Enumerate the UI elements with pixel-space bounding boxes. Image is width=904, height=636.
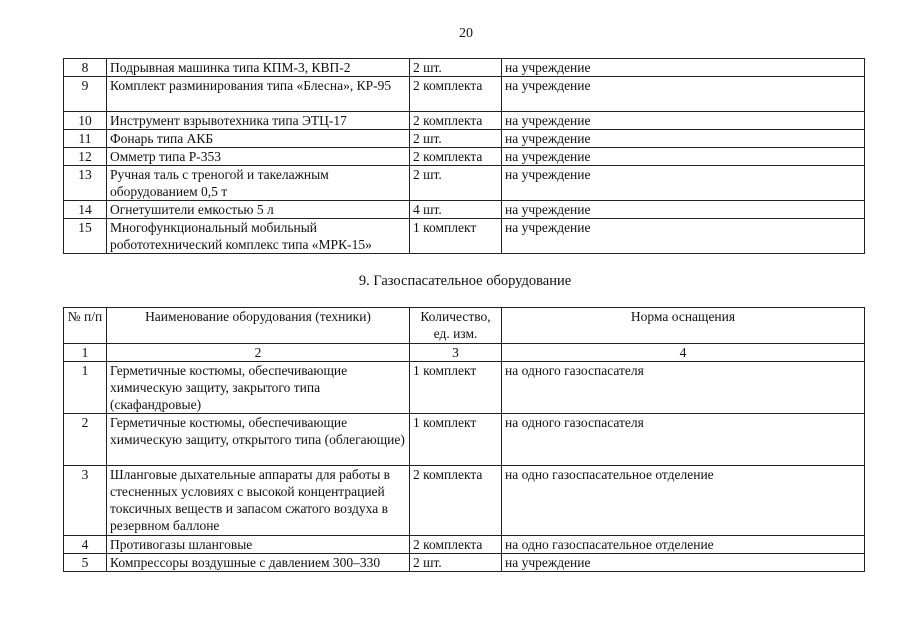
norm: на учреждение [502,112,865,130]
row-number: 1 [64,362,107,414]
quantity: 1 комплект [410,414,502,466]
table-row [64,414,865,466]
norm: на учреждение [502,554,865,572]
table-row [64,77,865,112]
equipment-name: Герметичные костюмы, обеспечивающие химическую защиту, закрытого типа (скафандровые) [107,362,410,414]
quantity: 2 комплекта [410,536,502,554]
equipment-name: Многофункциональный мобильный робототехнический комплекс типа «МРК-15» [107,219,410,254]
header-row [64,308,865,344]
row-number: 10 [64,112,107,130]
table-row [64,362,865,414]
row-number: 8 [64,59,107,77]
header-name: Наименование оборудования (техники) [107,308,410,344]
column-index: 4 [502,344,865,362]
norm: на одно газоспасательное отделение [502,466,865,536]
norm: на одного газоспасателя [502,362,865,414]
row-number: 12 [64,148,107,166]
column-index-row [64,344,865,362]
table-row [64,554,865,572]
equipment-name: Инструмент взрывотехника типа ЭТЦ-17 [107,112,410,130]
norm: на учреждение [502,201,865,219]
quantity: 2 шт. [410,59,502,77]
table-row [64,59,865,77]
quantity: 2 шт. [410,554,502,572]
norm: на одного газоспасателя [502,414,865,466]
equipment-name: Противогазы шланговые [107,536,410,554]
equipment-name: Комплект разминирования типа «Блесна», КР-95 [107,77,410,112]
page-number: 20 [459,26,473,41]
norm: на учреждение [502,166,865,201]
quantity: 2 шт. [410,166,502,201]
table-row [64,219,865,254]
table-row [64,148,865,166]
table-row [64,112,865,130]
header-norm: Норма оснащения [502,308,865,344]
norm: на учреждение [502,59,865,77]
row-number: 14 [64,201,107,219]
equipment-table-continued [63,58,865,254]
row-number: 15 [64,219,107,254]
quantity: 2 комплекта [410,77,502,112]
table-row [64,466,865,536]
equipment-name: Ручная таль с треногой и такелажным оборудованием 0,5 т [107,166,410,201]
column-index: 2 [107,344,410,362]
quantity: 2 комплекта [410,112,502,130]
gas-rescue-equipment-table [63,307,865,572]
norm: на учреждение [502,219,865,254]
row-number: 11 [64,130,107,148]
equipment-name: Омметр типа Р-353 [107,148,410,166]
table-row [64,166,865,201]
norm: на учреждение [502,130,865,148]
equipment-name: Шланговые дыхательные аппараты для работы в стесненных условиях с высокой концентрацией токсичных веществ и запасом сжатого воздуха в резервном баллоне [107,466,410,536]
norm: на учреждение [502,77,865,112]
header-quantity: Количество, ед. изм. [410,308,502,344]
table-row [64,130,865,148]
row-number: 13 [64,166,107,201]
equipment-name: Огнетушители емкостью 5 л [107,201,410,219]
table-row [64,201,865,219]
row-number: 2 [64,414,107,466]
row-number: 5 [64,554,107,572]
column-index: 3 [410,344,502,362]
section-title: 9. Газоспасательное оборудование [358,273,572,289]
quantity: 2 комплекта [410,148,502,166]
equipment-name: Компрессоры воздушные с давлением 300–330 [107,554,410,572]
equipment-name: Герметичные костюмы, обеспечивающие химическую защиту, открытого типа (облегающие) [107,414,410,466]
quantity: 1 комплект [410,219,502,254]
table-row [64,536,865,554]
header-number: № п/п [64,308,107,344]
norm: на учреждение [502,148,865,166]
norm: на одно газоспасательное отделение [502,536,865,554]
equipment-name: Подрывная машинка типа КПМ-3, КВП-2 [107,59,410,77]
equipment-name: Фонарь типа АКБ [107,130,410,148]
row-number: 4 [64,536,107,554]
row-number: 9 [64,77,107,112]
row-number: 3 [64,466,107,536]
quantity: 2 комплекта [410,466,502,536]
quantity: 4 шт. [410,201,502,219]
quantity: 1 комплект [410,362,502,414]
column-index: 1 [64,344,107,362]
quantity: 2 шт. [410,130,502,148]
